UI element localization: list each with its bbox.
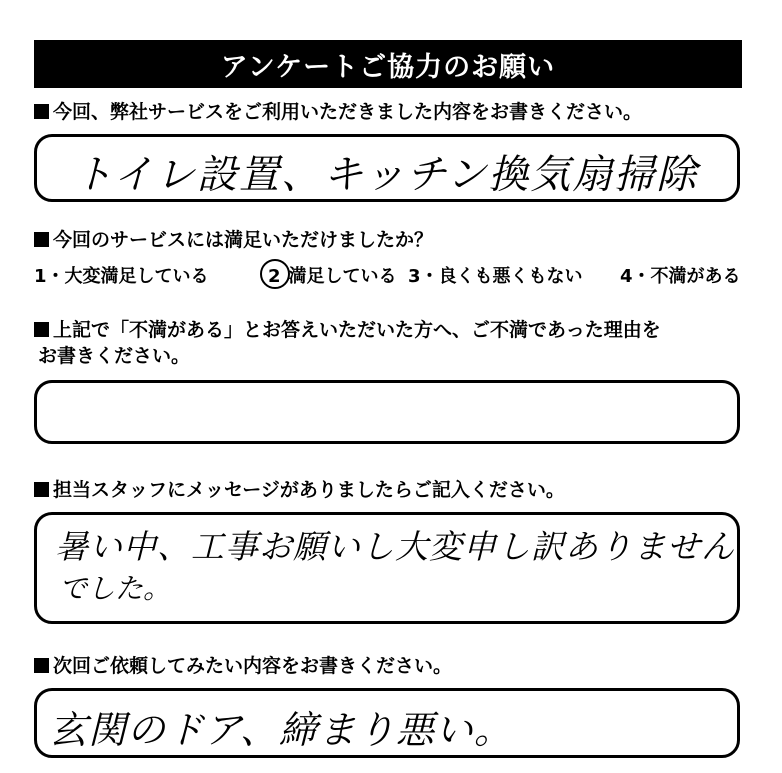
question-2-label: 今回のサービスには満足いただけましたか？	[53, 229, 434, 251]
option-2-label: 満足している	[288, 266, 397, 287]
option-4-label: 不満がある	[650, 266, 741, 287]
answer-4-line2: でした。	[59, 572, 172, 605]
question-5	[34, 652, 452, 680]
option-2-number: 2	[268, 266, 281, 287]
square-bullet-icon	[34, 658, 49, 673]
answer-1-text: トイレ設置、キッチン換気扇掃除	[73, 152, 699, 198]
question-3-line2	[38, 342, 190, 370]
option-1-label: 大変満足している	[64, 266, 209, 287]
answer-box-3[interactable]	[34, 380, 740, 444]
answer-box-1[interactable]	[34, 134, 740, 202]
question-2	[34, 226, 433, 254]
answer-4-line1: 暑い中、工事お願いし大変申し訳ありません	[55, 527, 735, 566]
question-5-label: 次回ご依頼してみたい内容をお書きください。	[53, 655, 453, 677]
answer-box-5[interactable]	[34, 688, 740, 758]
square-bullet-icon	[34, 104, 49, 119]
answer-box-4[interactable]	[34, 512, 740, 624]
option-1[interactable]	[34, 262, 209, 288]
question-4	[34, 476, 565, 504]
answer-5-text: 玄関のドア、締まり悪い。	[49, 708, 513, 752]
survey-title-banner	[34, 40, 742, 88]
square-bullet-icon	[34, 482, 49, 497]
question-3	[34, 316, 661, 344]
question-1-label: 今回、弊社サービスをご利用いただきました内容をお書きください。	[53, 101, 643, 123]
survey-title: アンケートご協力のお願い	[220, 51, 556, 83]
option-3-number: 3・	[408, 266, 439, 287]
square-bullet-icon	[34, 322, 49, 337]
option-3-label: 良くも悪くもない	[438, 266, 583, 287]
question-1	[34, 98, 642, 126]
option-2[interactable]	[268, 262, 397, 288]
option-1-number: 1・	[34, 266, 65, 287]
question-4-label: 担当スタッフにメッセージがありましたらご記入ください。	[53, 479, 565, 501]
question-3-label-line2: お書きください。	[38, 345, 191, 367]
option-4-number: 4・	[620, 266, 651, 287]
option-3[interactable]	[408, 262, 583, 288]
satisfaction-options	[34, 262, 744, 288]
square-bullet-icon	[34, 232, 49, 247]
option-4[interactable]	[620, 262, 741, 288]
question-3-label-line1: 上記で「不満がある」とお答えいただいた方へ、ご不満であった理由を	[53, 319, 661, 341]
